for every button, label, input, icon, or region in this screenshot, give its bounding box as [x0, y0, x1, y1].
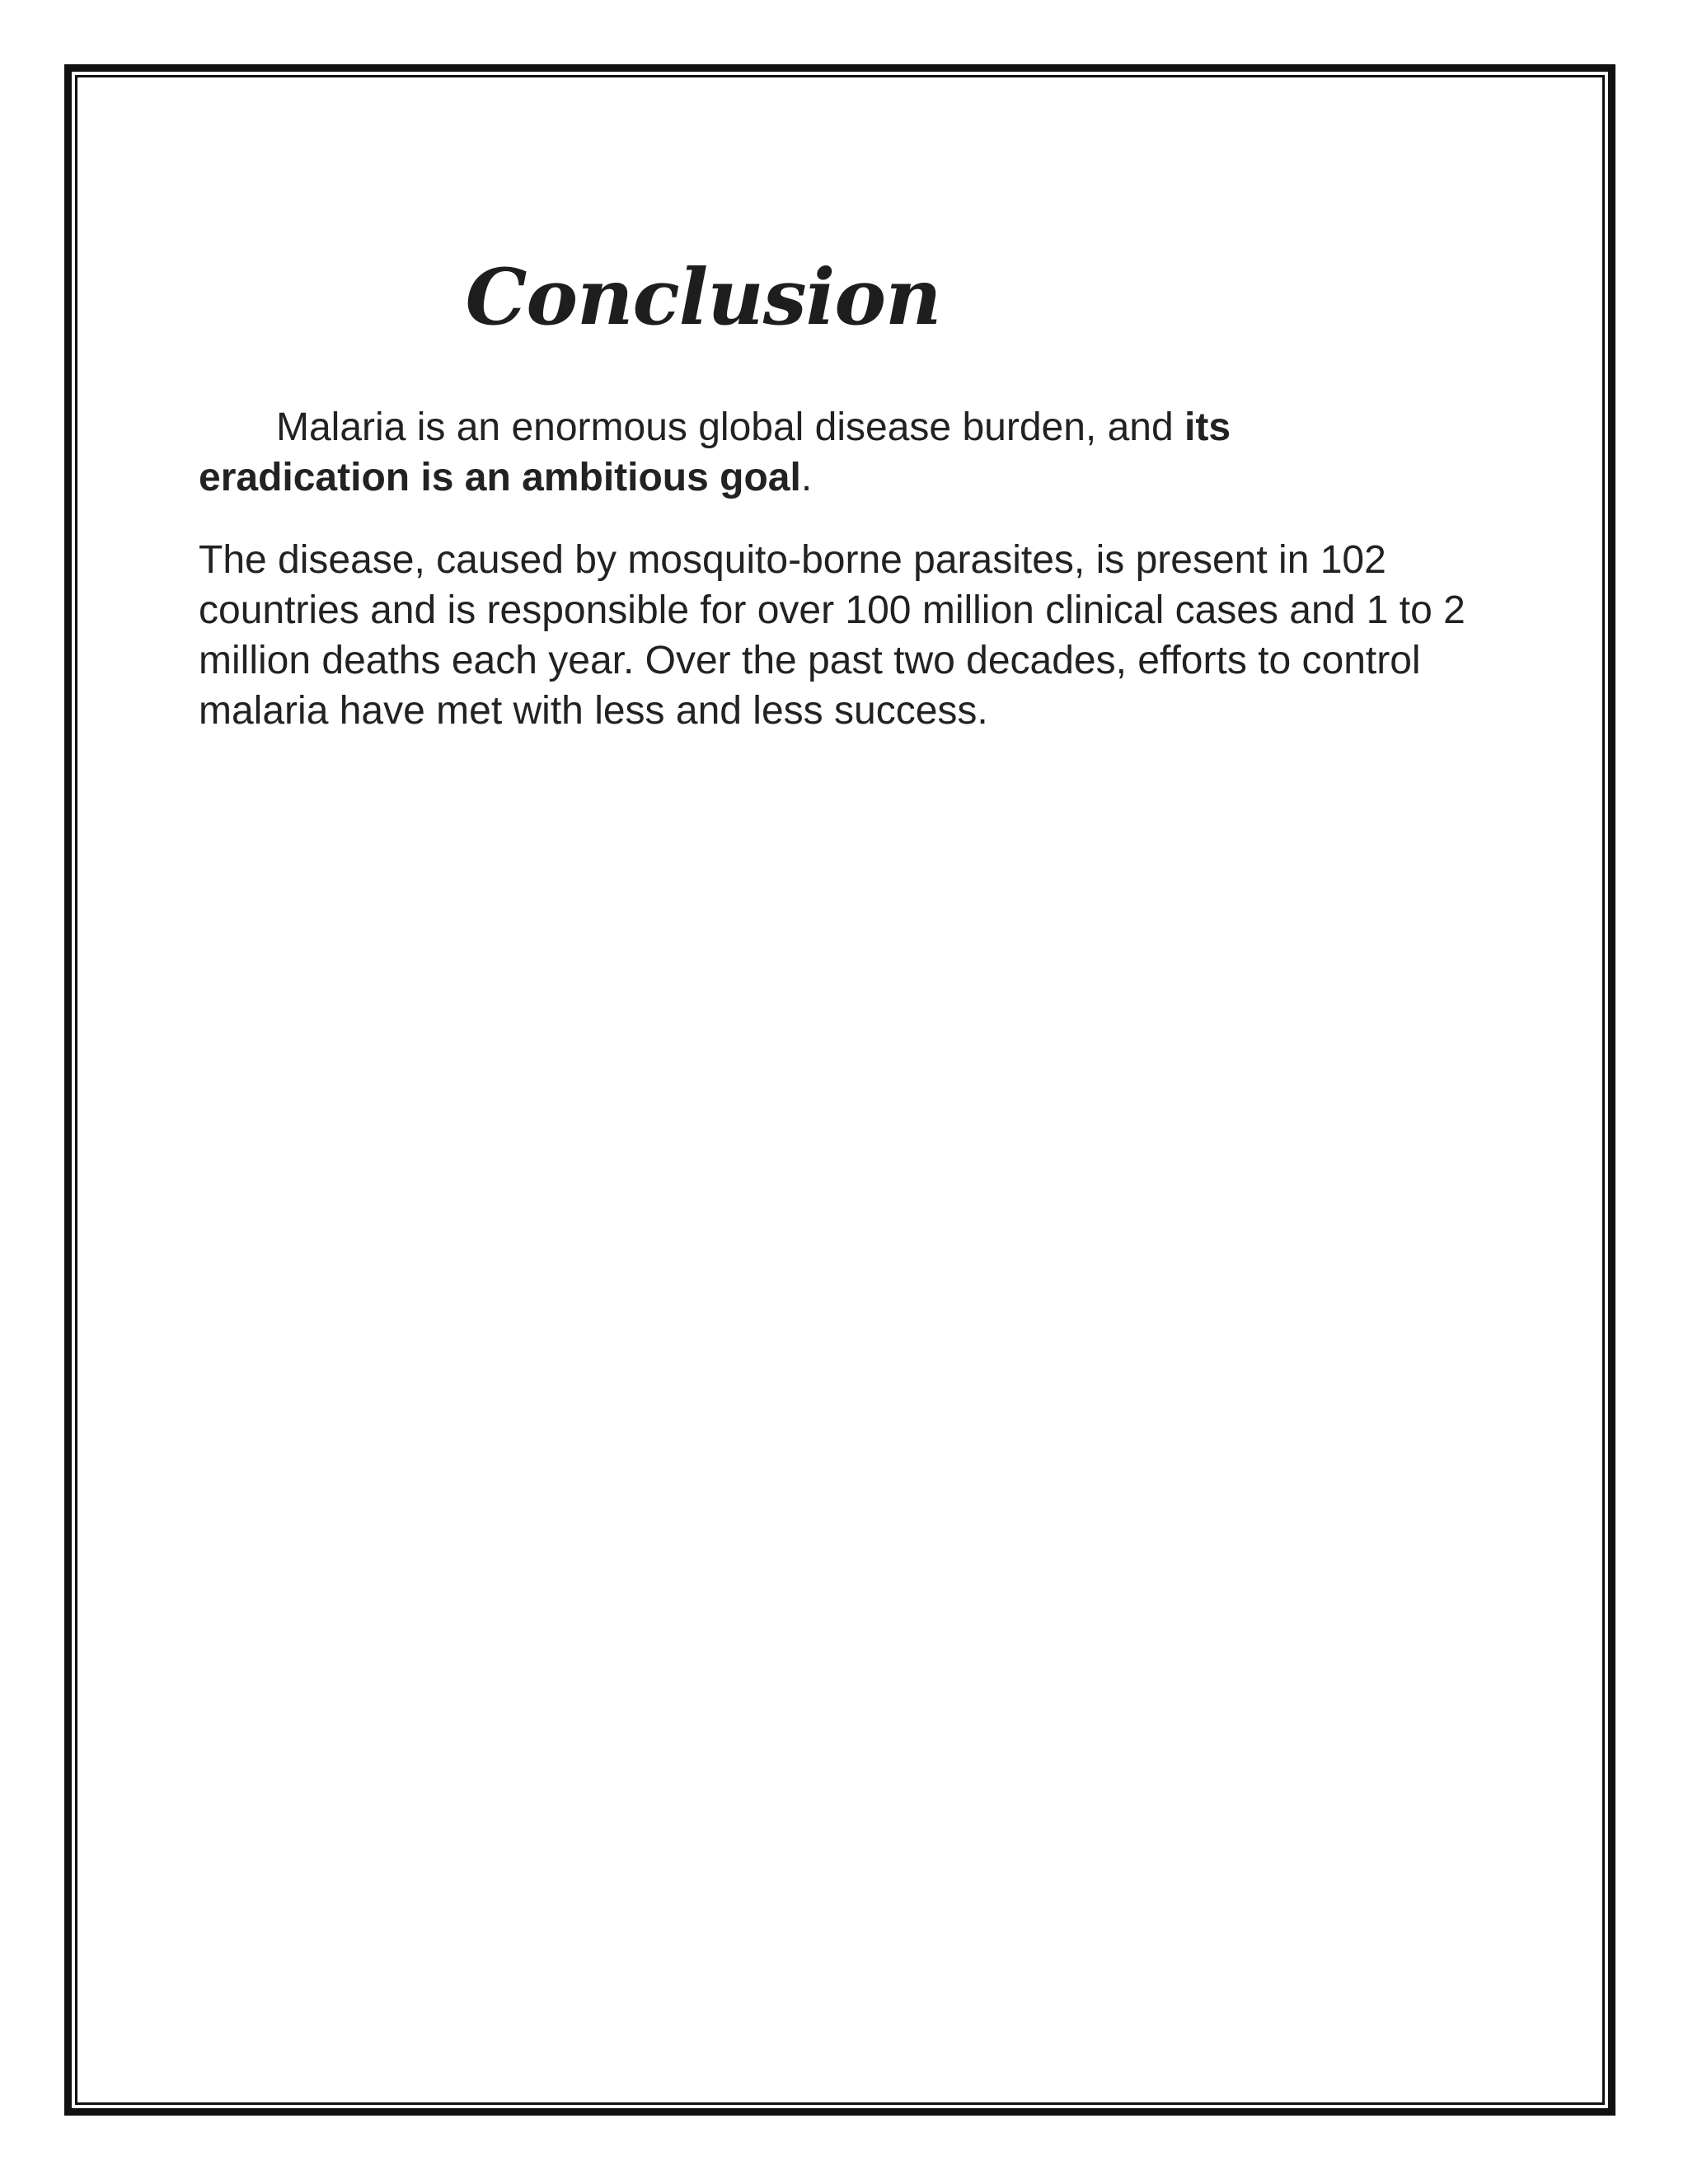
body-text: [199, 402, 1501, 736]
paragraph-intro-text: Malaria is an enormous global disease burden, and: [276, 405, 1185, 449]
paragraph-intro: [199, 402, 1353, 503]
page-border-inner: [75, 75, 1605, 2105]
paragraph-intro-emphasis: its eradication is an ambitious goal: [199, 405, 1231, 499]
page-title: Conclusion: [465, 252, 941, 343]
paragraph-intro-end: .: [800, 456, 813, 499]
paragraph-details: The disease, caused by mosquito-borne parasites, is present in 102 countries and is responsible for over 100 million clinical cases and 1 to 2 million deaths each year. Over the past two decades, efforts to control malaria have met with less and less success.: [199, 538, 1465, 733]
